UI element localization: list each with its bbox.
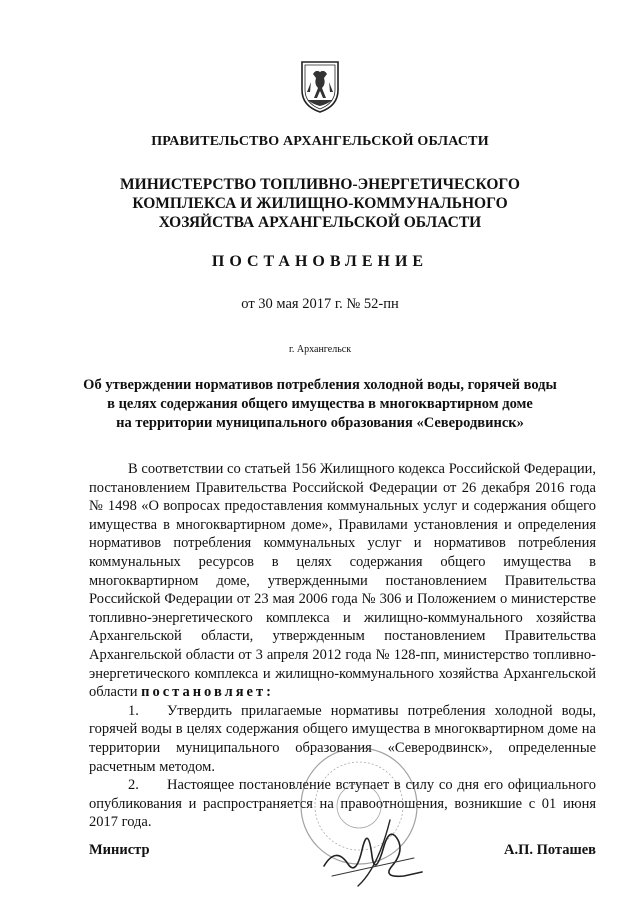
handwritten-signature-icon bbox=[318, 806, 428, 892]
preamble-paragraph bbox=[89, 460, 596, 702]
ministry-title bbox=[0, 175, 640, 232]
signatory-name: А.П. Поташев bbox=[503, 842, 596, 858]
item-number: 1. bbox=[128, 702, 139, 719]
city: г. Архангельск bbox=[288, 344, 352, 355]
document-subject bbox=[0, 376, 640, 433]
subject-line: Об утверждении нормативов потребления холодной воды, горячей воды bbox=[83, 377, 557, 393]
subject-line: на территории муниципального образования «Северодвинск» bbox=[116, 415, 524, 431]
ministry-line: КОМПЛЕКСА И ЖИЛИЩНО-КОММУНАЛЬНОГО bbox=[132, 195, 508, 212]
item-text: Настоящее постановление вступает в силу со дня его официального опубликования и распространяется на правоотношения, возникшие с 01 июня 2017 года. bbox=[89, 777, 596, 831]
ministry-line: МИНИСТЕРСТВО ТОПЛИВНО-ЭНЕРГЕТИЧЕСКОГО bbox=[120, 176, 520, 193]
preamble-text: В соответствии со статьей 156 Жилищного кодекса Российской Федерации, постановлением Правительства Российской Федерации от 26 декабря 2016 года № 1498 «О вопросах предоставления коммунальных услуг и содержания общего имущества в многоквартирном доме», Правилами установления и определения нормативов потребления коммунальных услуг и нормативов потребления коммунальных ресурсов в целях содержания общего имущества в многоквартирном доме, утвержденными постановлением Правительства Российской Федерации от 23 мая 2006 года № 306 и Положением о министерстве топливно-энергетического комплекса и жилищно-коммунального хозяйства Архангельской области, утвержденным постановлением Правительства Архангельской области от 3 апреля 2012 года № 128-пп, министерство топливно-энергетического комплекса и жилищно-коммунального хозяйства Архангельской области bbox=[89, 461, 596, 701]
signatory-position: Министр bbox=[89, 842, 150, 858]
resolves-word: постановляет: bbox=[141, 684, 274, 701]
item-text: Утвердить прилагаемые нормативы потребления холодной воды, горячей воды в целях содержания общего имущества в многоквартирном доме на территории муниципального образования «Северодвинск», определенные расчетным методом. bbox=[89, 702, 596, 775]
document-type: ПОСТАНОВЛЕНИЕ bbox=[211, 253, 429, 270]
subject-line: в целях содержания общего имущества в многоквартирном доме bbox=[107, 396, 533, 412]
item-number: 2. bbox=[128, 777, 139, 794]
ministry-line: ХОЗЯЙСТВА АРХАНГЕЛЬСКОЙ ОБЛАСТИ bbox=[158, 214, 482, 231]
coat-of-arms-icon bbox=[296, 60, 344, 114]
date-number: от 30 мая 2017 г. № 52-пн bbox=[241, 296, 399, 312]
government-title: ПРАВИТЕЛЬСТВО АРХАНГЕЛЬСКОЙ ОБЛАСТИ bbox=[151, 134, 489, 149]
